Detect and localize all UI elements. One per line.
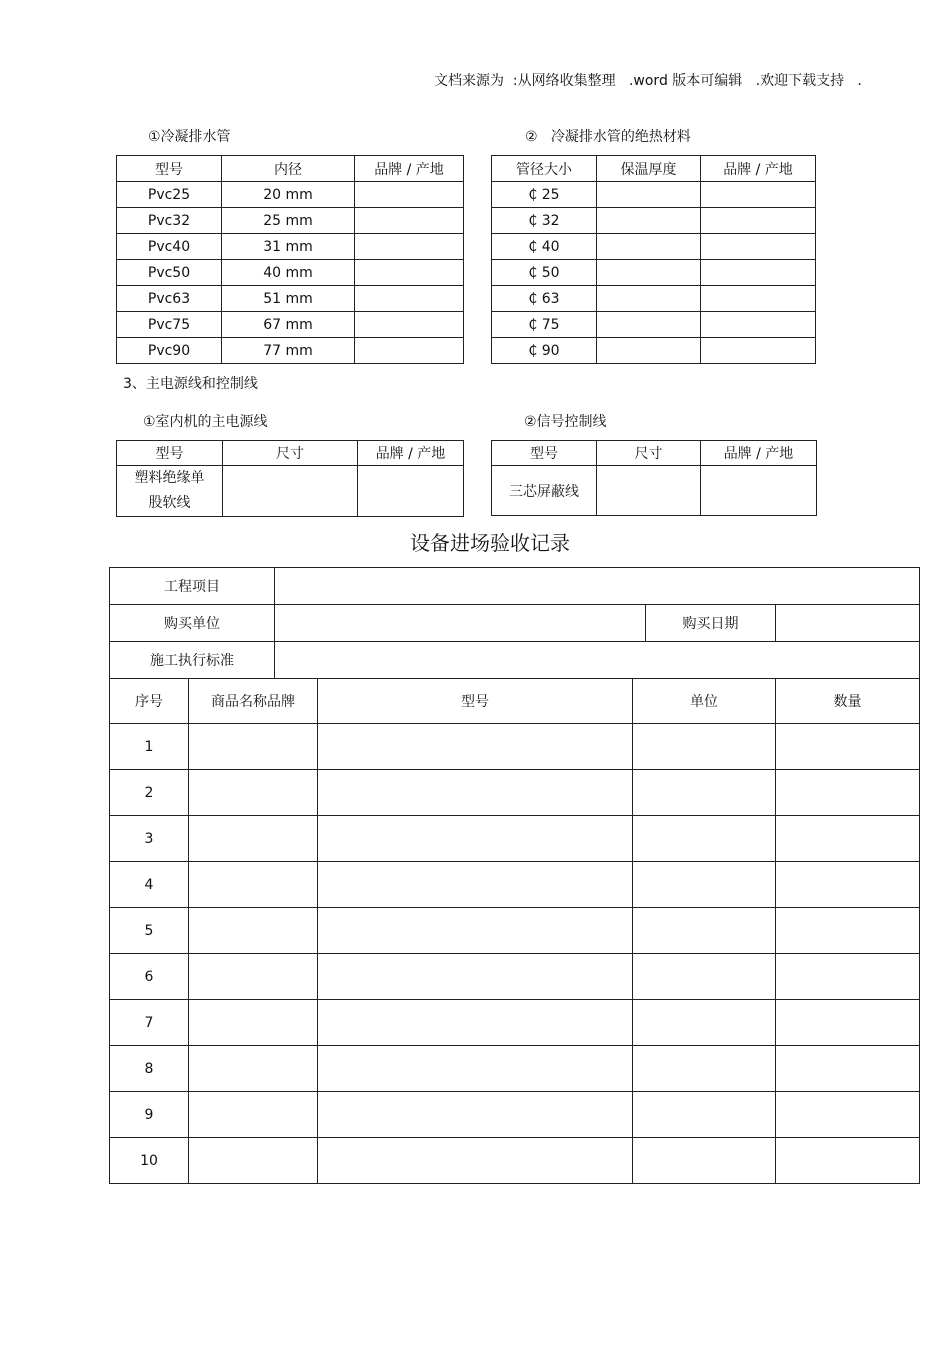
row-product (189, 954, 318, 1000)
col-header-quantity: 数量 (776, 679, 920, 724)
row-unit (633, 954, 776, 1000)
standard-value (275, 642, 920, 679)
row-unit (633, 862, 776, 908)
col-header-index: 序号 (110, 679, 189, 724)
row-unit (633, 1000, 776, 1046)
insulation-thickness-cell (597, 338, 701, 364)
header-note: 文档来源为 :从网络收集整理 .word 版本可编辑 .欢迎下载支持 . (434, 73, 862, 89)
pipe-diameter-cell: 51 mm (222, 286, 355, 312)
signal-header-model: 型号 (492, 441, 597, 466)
pipe-brand-cell (355, 312, 464, 338)
signal-line-table (491, 440, 817, 516)
table-row (110, 1000, 920, 1046)
row-unit (633, 908, 776, 954)
table-row (492, 234, 816, 260)
row-index: 4 (110, 862, 189, 908)
row-index: 5 (110, 908, 189, 954)
power-size-cell (223, 466, 358, 517)
row-index: 6 (110, 954, 189, 1000)
row-model (318, 1138, 633, 1184)
insulation-brand-cell (701, 182, 816, 208)
power-model-line2: 股软线 (148, 495, 191, 511)
pipe-model-cell: Pvc25 (117, 182, 222, 208)
power-brand-cell (358, 466, 464, 517)
project-row (110, 568, 920, 605)
pipe-brand-cell (355, 182, 464, 208)
col-header-product-brand: 商品名称品牌 (189, 679, 318, 724)
caption-insulation: ② 冷凝排水管的绝热材料 (525, 129, 691, 145)
row-quantity (776, 770, 920, 816)
insulation-header-brand: 品牌 / 产地 (701, 156, 816, 182)
row-unit (633, 724, 776, 770)
pipe-header-model: 型号 (117, 156, 222, 182)
table-row (110, 1138, 920, 1184)
acceptance-title: 设备进场验收记录 (410, 531, 570, 555)
insulation-header-thickness: 保温厚度 (597, 156, 701, 182)
row-model (318, 724, 633, 770)
row-product (189, 1000, 318, 1046)
table-row (110, 724, 920, 770)
insulation-table-header-row (492, 156, 816, 182)
table-row (110, 954, 920, 1000)
standard-label: 施工执行标准 (110, 642, 275, 679)
insulation-brand-cell (701, 260, 816, 286)
insulation-brand-cell (701, 234, 816, 260)
insulation-thickness-cell (597, 182, 701, 208)
buyer-row (110, 605, 920, 642)
signal-header-brand: 品牌 / 产地 (701, 441, 817, 466)
row-unit (633, 1138, 776, 1184)
pipe-diameter-cell: 40 mm (222, 260, 355, 286)
table-row (110, 770, 920, 816)
table-row (117, 466, 464, 517)
table-row (110, 862, 920, 908)
row-quantity (776, 1046, 920, 1092)
row-index: 8 (110, 1046, 189, 1092)
row-model (318, 862, 633, 908)
project-value (275, 568, 920, 605)
power-header-model: 型号 (117, 441, 223, 466)
insulation-brand-cell (701, 286, 816, 312)
purchase-date-value (776, 605, 920, 642)
row-quantity (776, 816, 920, 862)
pipe-model-cell: Pvc50 (117, 260, 222, 286)
power-model-line1: 塑料绝缘单 (134, 470, 205, 486)
row-quantity (776, 724, 920, 770)
table-row (117, 182, 464, 208)
power-header-brand: 品牌 / 产地 (358, 441, 464, 466)
row-product (189, 816, 318, 862)
signal-brand-cell (701, 466, 817, 516)
row-unit (633, 770, 776, 816)
row-unit (633, 1092, 776, 1138)
row-model (318, 1092, 633, 1138)
pipe-diameter-cell: 77 mm (222, 338, 355, 364)
pipe-brand-cell (355, 208, 464, 234)
table-row (492, 208, 816, 234)
acceptance-table (109, 567, 920, 1184)
insulation-size-cell: ₵ 50 (492, 260, 597, 286)
row-unit (633, 1046, 776, 1092)
power-model-cell (117, 466, 223, 517)
insulation-size-cell: ₵ 32 (492, 208, 597, 234)
row-unit (633, 816, 776, 862)
insulation-thickness-cell (597, 260, 701, 286)
table-row (110, 1092, 920, 1138)
row-index: 3 (110, 816, 189, 862)
row-quantity (776, 1092, 920, 1138)
row-model (318, 908, 633, 954)
row-model (318, 816, 633, 862)
insulation-size-cell: ₵ 75 (492, 312, 597, 338)
standard-row (110, 642, 920, 679)
power-header-size: 尺寸 (223, 441, 358, 466)
section-power-heading: 3、主电源线和控制线 (123, 376, 258, 392)
insulation-brand-cell (701, 338, 816, 364)
table-row (117, 286, 464, 312)
insulation-size-cell: ₵ 25 (492, 182, 597, 208)
insulation-size-cell: ₵ 40 (492, 234, 597, 260)
caption-signal-line: ②信号控制线 (524, 414, 607, 430)
row-model (318, 1046, 633, 1092)
signal-model-cell: 三芯屏蔽线 (492, 466, 597, 516)
table-row (492, 466, 817, 516)
table-row (492, 338, 816, 364)
table-row (117, 208, 464, 234)
row-index: 2 (110, 770, 189, 816)
row-model (318, 770, 633, 816)
table-row (492, 312, 816, 338)
pipe-model-cell: Pvc32 (117, 208, 222, 234)
project-label: 工程项目 (110, 568, 275, 605)
row-product (189, 724, 318, 770)
pipe-model-cell: Pvc90 (117, 338, 222, 364)
caption-power-line: ①室内机的主电源线 (143, 414, 268, 430)
signal-table-header-row (492, 441, 817, 466)
row-quantity (776, 908, 920, 954)
pipe-header-brand: 品牌 / 产地 (355, 156, 464, 182)
table-row (110, 908, 920, 954)
pipe-brand-cell (355, 260, 464, 286)
columns-header-row (110, 679, 920, 724)
insulation-size-cell: ₵ 63 (492, 286, 597, 312)
power-table-header-row (117, 441, 464, 466)
insulation-thickness-cell (597, 312, 701, 338)
row-quantity (776, 1000, 920, 1046)
row-model (318, 954, 633, 1000)
signal-size-cell (597, 466, 701, 516)
pipe-header-diameter: 内径 (222, 156, 355, 182)
table-row (492, 286, 816, 312)
row-index: 9 (110, 1092, 189, 1138)
pipe-brand-cell (355, 286, 464, 312)
row-index: 10 (110, 1138, 189, 1184)
table-row (110, 1046, 920, 1092)
row-product (189, 770, 318, 816)
pipe-diameter-cell: 20 mm (222, 182, 355, 208)
row-model (318, 1000, 633, 1046)
table-row (117, 234, 464, 260)
power-line-table (116, 440, 464, 517)
row-product (189, 908, 318, 954)
row-product (189, 1092, 318, 1138)
insulation-brand-cell (701, 312, 816, 338)
insulation-brand-cell (701, 208, 816, 234)
table-row (492, 260, 816, 286)
pipe-brand-cell (355, 234, 464, 260)
buyer-label: 购买单位 (110, 605, 275, 642)
insulation-table (491, 155, 816, 364)
pipe-diameter-cell: 25 mm (222, 208, 355, 234)
table-row (117, 338, 464, 364)
row-quantity (776, 1138, 920, 1184)
insulation-header-size: 管径大小 (492, 156, 597, 182)
table-row (492, 182, 816, 208)
table-row (110, 816, 920, 862)
row-product (189, 862, 318, 908)
row-product (189, 1138, 318, 1184)
caption-condensate-pipe: ①冷凝排水管 (148, 129, 231, 145)
signal-header-size: 尺寸 (597, 441, 701, 466)
row-index: 7 (110, 1000, 189, 1046)
pipe-table-header-row (117, 156, 464, 182)
insulation-thickness-cell (597, 208, 701, 234)
row-quantity (776, 954, 920, 1000)
row-product (189, 1046, 318, 1092)
pipe-diameter-cell: 67 mm (222, 312, 355, 338)
pipe-model-cell: Pvc75 (117, 312, 222, 338)
pipe-table (116, 155, 464, 364)
pipe-model-cell: Pvc40 (117, 234, 222, 260)
pipe-diameter-cell: 31 mm (222, 234, 355, 260)
purchase-date-label: 购买日期 (646, 605, 776, 642)
row-index: 1 (110, 724, 189, 770)
insulation-thickness-cell (597, 234, 701, 260)
buyer-value (275, 605, 646, 642)
insulation-size-cell: ₵ 90 (492, 338, 597, 364)
table-row (117, 260, 464, 286)
col-header-model: 型号 (318, 679, 633, 724)
insulation-thickness-cell (597, 286, 701, 312)
table-row (117, 312, 464, 338)
col-header-unit: 单位 (633, 679, 776, 724)
row-quantity (776, 862, 920, 908)
pipe-model-cell: Pvc63 (117, 286, 222, 312)
pipe-brand-cell (355, 338, 464, 364)
